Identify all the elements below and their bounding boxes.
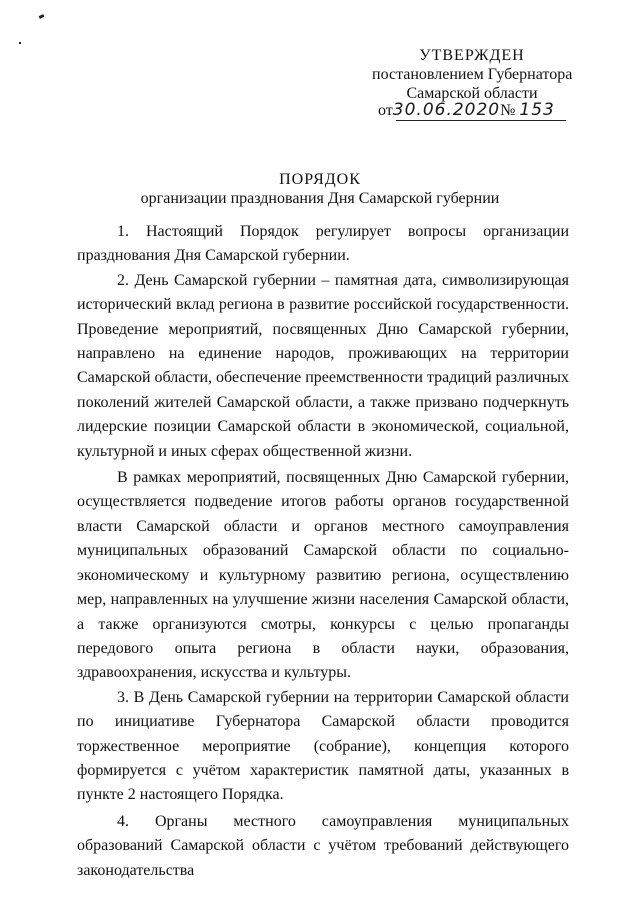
paragraph: 4. Органы местного самоуправления муниципальных образований Самарской области с учётом требований действующего законодательства	[77, 812, 569, 879]
scan-mark	[39, 14, 45, 19]
paragraph: В рамках мероприятий, посвященных Дню Самарской губернии, осуществляется подведение итогов работы органов государственной власти Самарской области и органов местного самоуправления муниципальных образований Самарской области по социально-экономическому и культурному развитию региона, осуществлению мер, направленных на улучшение жизни населения Самарской области, а также организуются смотры, конкурсы с целью пропаганды передового опыта региона в области науки, образования, здравоохранения, искусства и культуры.	[77, 469, 569, 682]
document-subtitle: организации празднования Дня Самарской губернии	[140, 190, 500, 207]
approval-block	[372, 46, 572, 103]
handwritten-number: 153	[519, 100, 555, 120]
approval-title: УТВЕРЖДЕН	[419, 47, 525, 64]
number-sign: №	[500, 102, 516, 119]
document-body	[77, 220, 569, 883]
handwritten-date: 30.06.2020	[392, 100, 501, 120]
approval-date-line	[378, 101, 568, 123]
document-title: ПОРЯДОК	[279, 171, 361, 188]
approval-line-1: постановлением Губернатора	[372, 66, 573, 83]
approval-line-2: Самарской области	[406, 85, 538, 102]
date-underline	[396, 120, 566, 121]
paragraph: 1. Настоящий Порядок регулирует вопросы организации празднования Дня Самарской губернии.	[77, 223, 569, 265]
paragraph: 2. День Самарской губернии – памятная дата, символизирующая исторический вклад региона в развитие российской государственности. Проведение мероприятий, посвященных Дню Самарской губернии, направлено на единение народов, проживающих на территории Самарской области, обеспечение преемственности традиций различных поколений жителей Самарской области, а также призвано подчеркнуть лидерские позиции Самарской области в экономической, социальной, культурной и иных сферах общественной жизни.	[77, 271, 569, 460]
date-prefix: от	[378, 102, 393, 119]
scan-mark	[19, 42, 21, 44]
paragraph: 3. В День Самарской губернии на территории Самарской области по инициативе Губернатора Самарской области проводится торжественное мероприятие (собрание), концепция которого формируется с учётом характеристик памятной даты, указанных в пункте 2 настоящего Порядка.	[77, 688, 569, 804]
